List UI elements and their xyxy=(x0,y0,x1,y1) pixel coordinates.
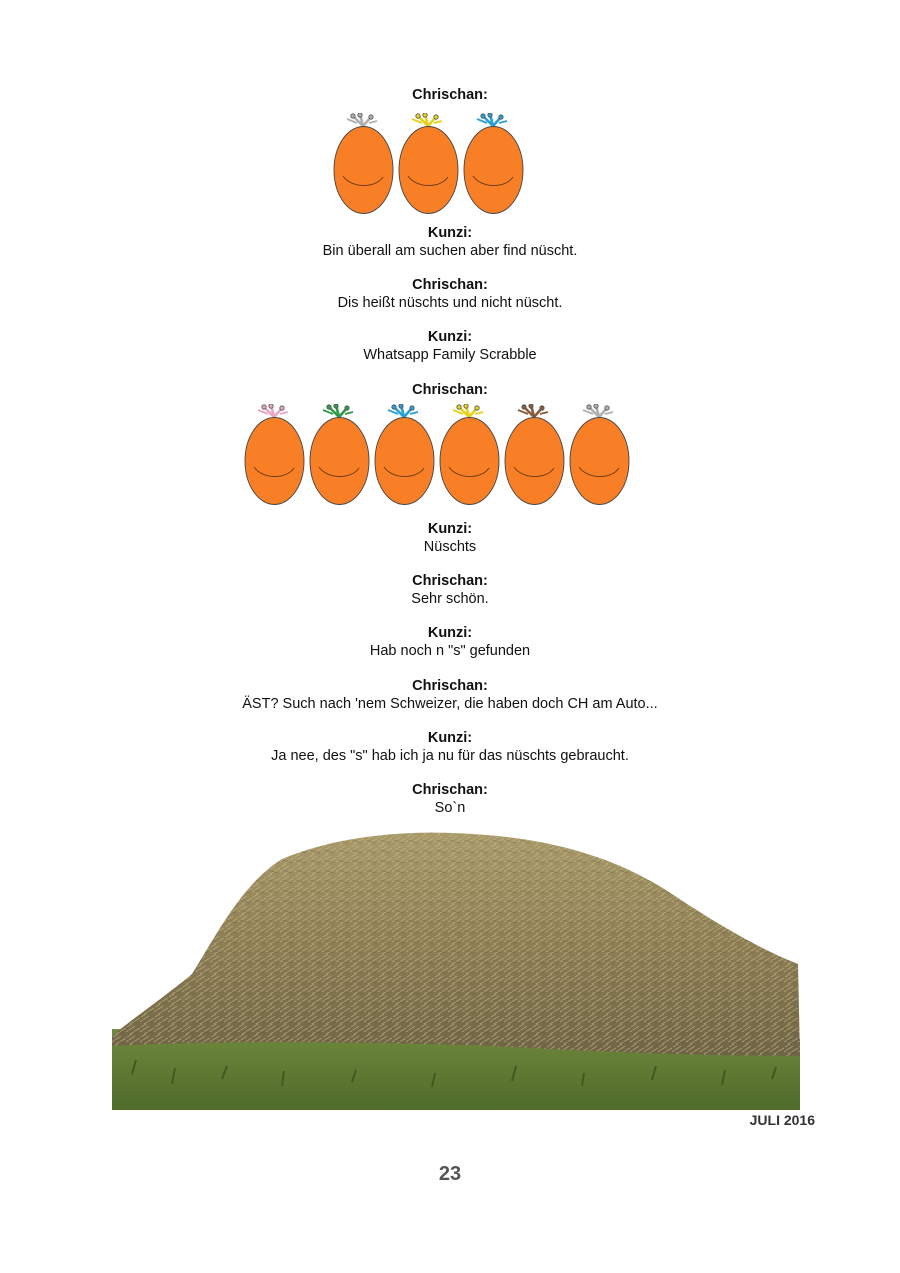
balloon-icon xyxy=(569,404,630,506)
dialogue-line: Sehr schön. xyxy=(411,591,489,607)
balloon-icon xyxy=(463,113,524,215)
dialogue-block-7 xyxy=(0,572,900,608)
dialogue-line: Dis heißt nüschts und nicht nüscht. xyxy=(337,295,563,311)
dialogue-block-1 xyxy=(0,86,900,104)
balloon-row-2 xyxy=(244,404,630,506)
dialogue-block-5 xyxy=(0,381,900,399)
dialogue-line: Ja nee, des "s" hab ich ja nu für das nüschts gebraucht. xyxy=(271,748,629,764)
dialogue-block-3 xyxy=(0,276,900,312)
dialogue-block-2 xyxy=(0,224,900,260)
issue-date: JULI 2016 xyxy=(749,1112,815,1128)
balloon-icon xyxy=(398,113,459,215)
dialogue-block-8 xyxy=(0,624,900,660)
speaker-label: Chrischan: xyxy=(412,573,488,589)
speaker-label: Kunzi: xyxy=(427,730,473,746)
speaker-label: Chrischan: xyxy=(412,277,488,293)
balloon-icon xyxy=(333,113,394,215)
dialogue-line: Whatsapp Family Scrabble xyxy=(363,347,537,363)
dialogue-block-6 xyxy=(0,520,900,556)
balloon-icon xyxy=(244,404,305,506)
dialogue-line: So`n xyxy=(434,800,466,816)
dialogue-line: Bin überall am suchen aber find nüscht. xyxy=(322,243,578,259)
balloon-row-1 xyxy=(333,113,524,215)
balloon-icon xyxy=(504,404,565,506)
balloon-icon xyxy=(374,404,435,506)
speaker-label: Kunzi: xyxy=(427,225,473,241)
speaker-label: Chrischan: xyxy=(412,382,488,398)
speaker-label: Kunzi: xyxy=(427,521,473,537)
speaker-label: Kunzi: xyxy=(427,625,473,641)
dialogue-block-10 xyxy=(0,729,900,765)
dialogue-block-9 xyxy=(0,677,900,713)
hay-pile-photo xyxy=(112,824,800,1112)
speaker-label: Chrischan: xyxy=(412,87,488,103)
balloon-icon xyxy=(439,404,500,506)
page-number: 23 xyxy=(438,1163,462,1185)
balloon-icon xyxy=(309,404,370,506)
speaker-label: Kunzi: xyxy=(427,329,473,345)
dialogue-line: Hab noch n "s" gefunden xyxy=(369,643,531,659)
dialogue-line: Nüschts xyxy=(423,539,477,555)
speaker-label: Chrischan: xyxy=(412,782,488,798)
dialogue-line: ÄST? Such nach 'nem Schweizer, die haben doch CH am Auto... xyxy=(242,696,658,712)
dialogue-block-4 xyxy=(0,328,900,364)
speaker-label: Chrischan: xyxy=(412,678,488,694)
dialogue-block-11 xyxy=(0,781,900,817)
